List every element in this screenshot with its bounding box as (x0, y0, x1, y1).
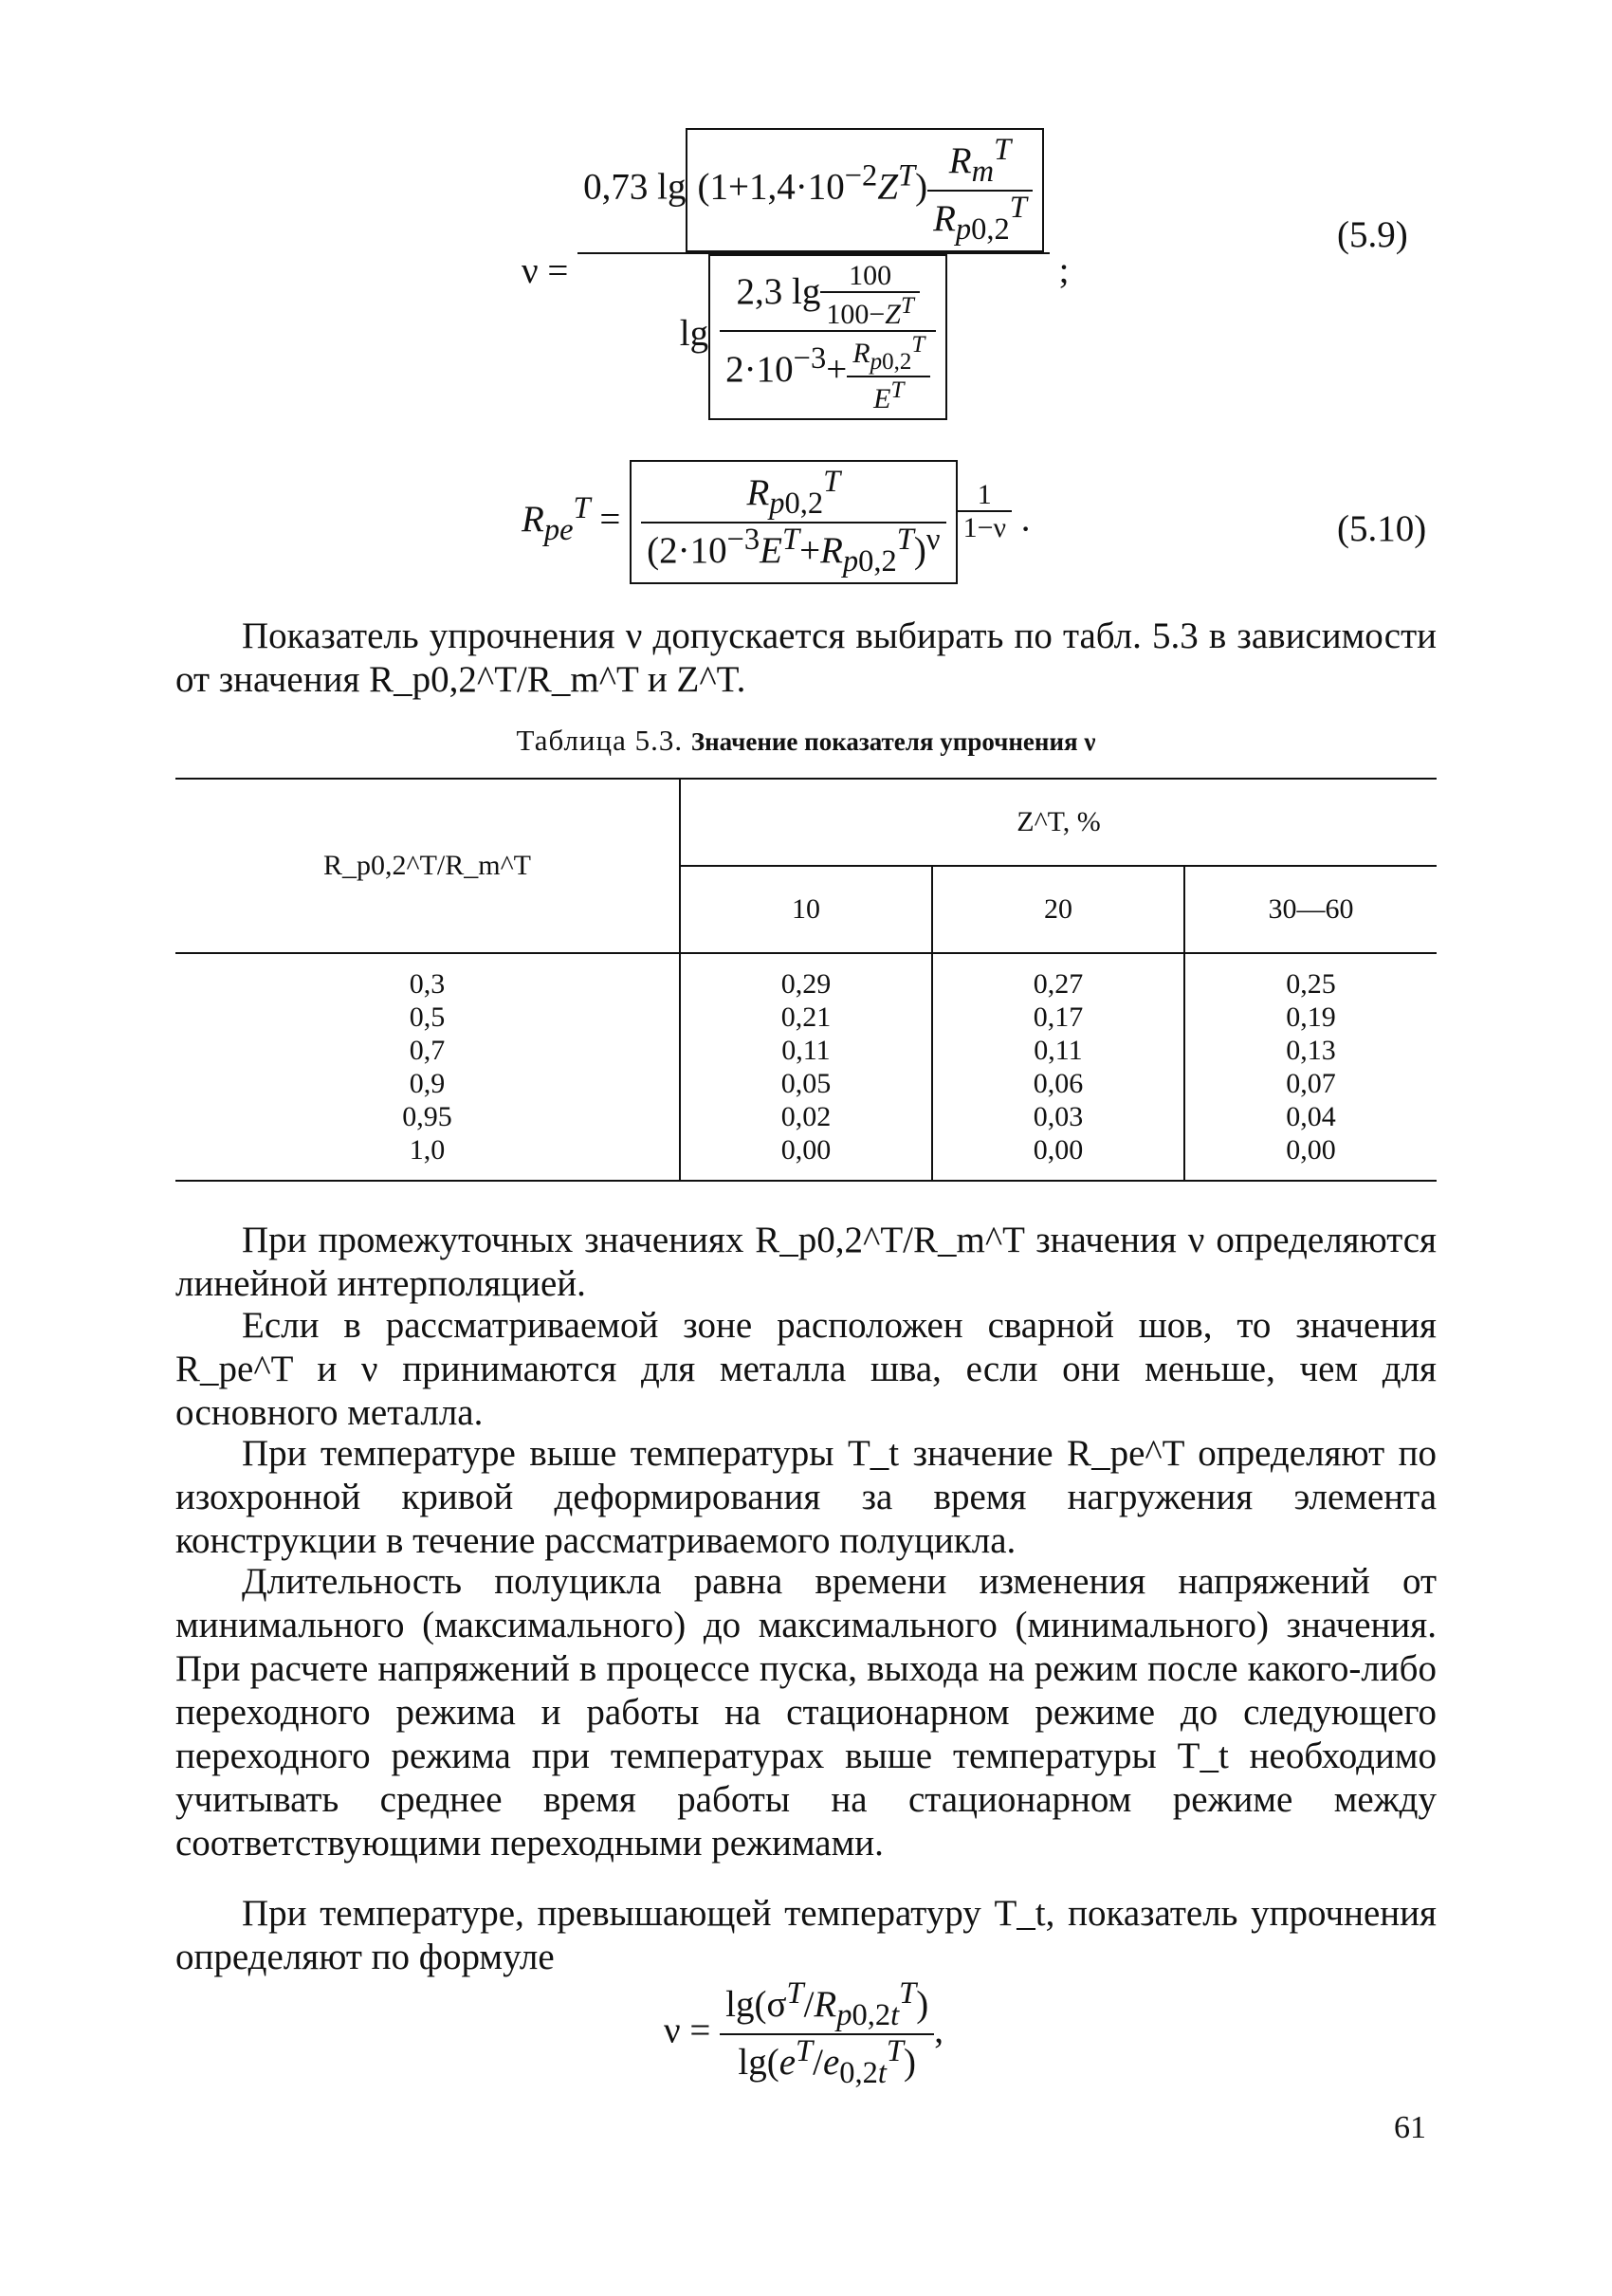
table-ratio-values: 0,3 0,5 0,7 0,9 0,95 1,0 (175, 953, 680, 1181)
table-col30-60-values: 0,25 0,19 0,13 0,07 0,04 0,00 (1184, 953, 1437, 1181)
paragraph-1: Показатель упрочнения ν допускается выбирать по табл. 5.3 в зависимости от значения R_p0,2^T/R_m^T и Z^T. (175, 615, 1437, 700)
formula-5-9: ν = 0,73 $\lg (1+1,4\cdot 10^{-2}Z^T)$ $\frac{R_m^T}{R_{p0,2}^T}$ lg 2,3 lg $\frac{100}{100-Z^T}$ $2\cdot 10^{-3}+$ $\frac{R_{p0,2}^T}{E^T}$ ; (522, 128, 1451, 420)
table-col10-values: 0,29 0,21 0,11 0,05 0,02 0,00 (680, 953, 932, 1181)
table-col-header-30-60: 30—60 (1184, 866, 1437, 953)
table-caption-label: Таблица 5.3. (516, 724, 684, 757)
page-number: 61 (1394, 2110, 1426, 2145)
paragraph-2: При промежуточных значениях R_p0,2^T/R_m^T значения ν определяются линейной интерполяцией. (175, 1220, 1437, 1304)
paragraph-6: При температуре, превышающей температуру T_t, показатель упрочнения определяют по формуле (175, 1893, 1437, 1977)
formula-5-10: $R_{pe}^T$ = $\frac{R_{p0,2}^T}{(2\cdot 10^{-3}E^T+R_{p0,2}^T)^\nu}$ $^{\frac{1}{1-\nu}}$ . (522, 460, 1451, 584)
table-row-header: R_p0,2^T/R_m^T (175, 779, 680, 953)
table-group-header: Z^T, % (680, 779, 1437, 866)
table-col-header-10: 10 (680, 866, 932, 953)
table-caption (175, 724, 1437, 758)
formula-5-10-number: (5.10) (1337, 508, 1427, 549)
table-col-header-20: 20 (932, 866, 1184, 953)
paragraph-4: При температуре выше температуры T_t значение R_pe^T определяют по изохронной кривой деформирования за время нагружения элемента конструкции в течение рассматриваемого полуцикла. (175, 1433, 1437, 1561)
formula-5-9-fraction: 0,73 $\lg (1+1,4\cdot 10^{-2}Z^T)$ $\frac{R_m^T}{R_{p0,2}^T}$ lg 2,3 lg $\frac{100}{100-Z^T}$ $2\cdot 10^{-3}+$ $\frac{R_{p0,2}^T}{E^T}$ (577, 128, 1050, 420)
paragraph-5: Длительность полуцикла равна времени изменения напряжений от минимального (максимального) до максимального (минимального) значения. При расчете напряжений в процессе пуска, выхода на режим после какого-либо переходного режима и работы на стационарном режиме до следующего переходного режима при температурах выше температуры T_t необходимо учитывать среднее время работы на стационарном режиме между соответствующими переходными режимами. (175, 1561, 1437, 1864)
table-caption-title: Значение показателя упрочнения ν (690, 727, 1096, 756)
formula-5-9-number: (5.9) (1337, 214, 1408, 255)
table-5-3 (175, 778, 1437, 1182)
formula-final: ν = $\frac{\lg(\sigma^T/R_{p0,2t}^T)}{\lg(e^T/e_{0,2t}^T)}$ , (664, 1976, 943, 2090)
table-col20-values: 0,27 0,17 0,11 0,06 0,03 0,00 (932, 953, 1184, 1181)
paragraph-3: Если в рассматриваемой зоне расположен сварной шов, то значения R_pe^T и ν принимаются для металла шва, если они меньше, чем для основного металла. (175, 1305, 1437, 1433)
